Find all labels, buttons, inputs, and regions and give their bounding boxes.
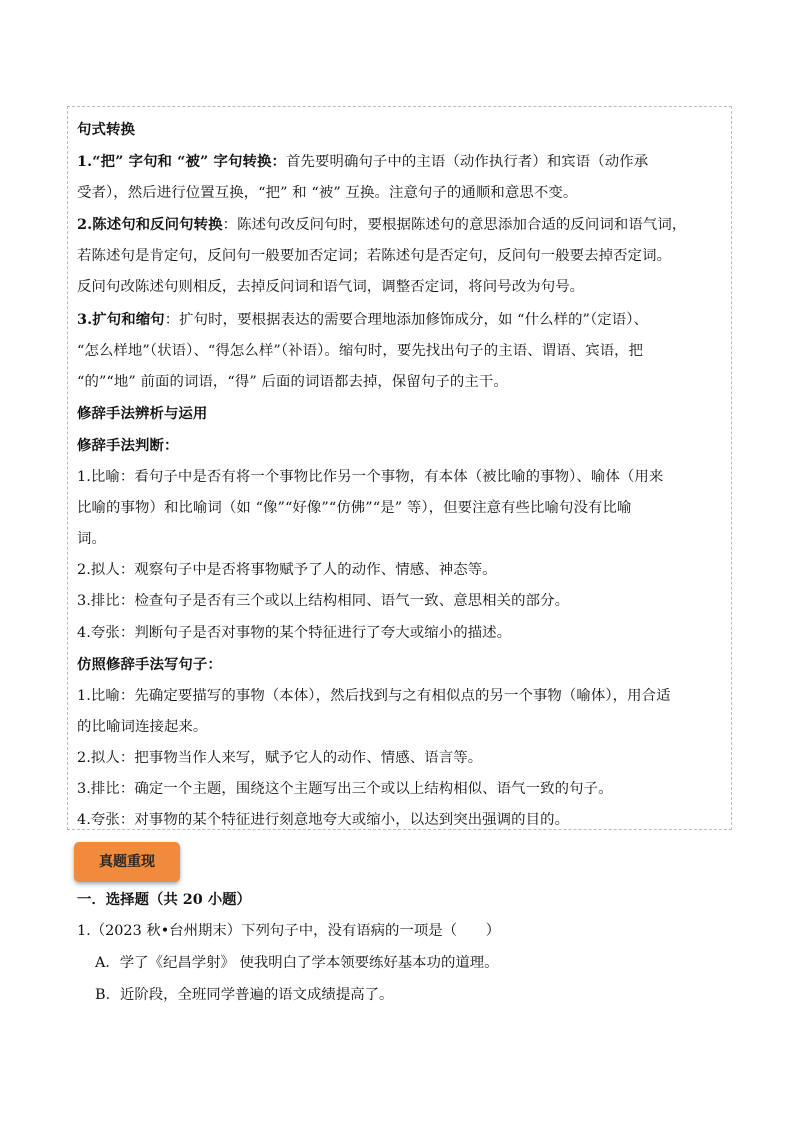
section-badge: 真题重现 xyxy=(74,842,180,882)
summary-line-text: 词。 xyxy=(77,531,106,548)
summary-line-bold: 修辞手法判断： xyxy=(77,436,179,454)
summary-line-text: 4.夸张：判断句子是否对事物的某个特征进行了夸大或缩小的描述。 xyxy=(77,624,512,641)
summary-line xyxy=(77,555,727,586)
summary-line-bold: 3.扩句和缩句 xyxy=(77,310,165,328)
summary-line xyxy=(77,367,727,398)
summary-line-text: 的比喻词连接起来。 xyxy=(77,718,208,735)
summary-line-bold: 句式转换 xyxy=(77,121,135,138)
summary-line-text: 2.拟人：把事物当作人来写，赋予它人的动作、情感、语言等。 xyxy=(77,749,483,766)
summary-line-text: ：扩句时，要根据表达的需要合理地添加修饰成分，如 “什么样的”（定语）、 xyxy=(164,311,649,328)
summary-line-text: 1.比喻：看句子中是否有将一个事物比作另一个事物，有本体（被比喻的事物）、喻体（用来 xyxy=(77,469,664,486)
summary-line-text: ：陈述句改反问句时，要根据陈述句的意思添加合适的反问词和语气词， xyxy=(222,217,687,234)
summary-line-text: 3.排比：检查句子是否有三个或以上结构相同、语气一致、意思相关的部分。 xyxy=(77,593,570,610)
summary-line xyxy=(77,304,727,336)
summary-line xyxy=(77,430,727,462)
summary-line xyxy=(77,712,727,743)
summary-line-text: 1.比喻：先确定要描写的事物（本体），然后找到与之有相似点的另一个事物（喻体），用合适 xyxy=(77,687,671,704)
summary-line-text: 若陈述句是肯定句，反问句一般要加否定词；若陈述句是否定句，反问句一般要去掉否定词。 xyxy=(77,248,672,265)
summary-line-text: 3.排比：确定一个主题，围绕这个主题写出三个或以上结构相似、语气一致的句子。 xyxy=(77,780,613,797)
question-stem: 1.（2023 秋•台州期末）下列句子中，没有语病的一项是（ ） xyxy=(77,923,501,939)
knowledge-summary xyxy=(77,114,727,836)
summary-line-bold: 2.陈述句和反问句转换 xyxy=(77,216,223,234)
summary-line-text: “的”“地” 前面的词语，“得” 后面的词语都去掉，保留句子的主干。 xyxy=(77,373,508,390)
summary-line xyxy=(77,743,727,774)
summary-line-bold: 修辞手法辨析与运用 xyxy=(77,404,208,422)
summary-line-text: 反问句改陈述句则相反，去掉反问词和语气词，调整否定词，将问号改为句号。 xyxy=(77,279,585,296)
summary-line xyxy=(77,618,727,649)
summary-line xyxy=(77,524,727,555)
summary-line xyxy=(77,493,727,524)
option-a: A．学了《纪昌学射》 使我明白了学本领要练好基本功的道理。 xyxy=(95,955,499,971)
summary-line xyxy=(77,398,727,430)
summary-line xyxy=(77,272,727,303)
summary-line-text: 受者），然后进行位置互换，“把” 和 “被” 互换。注意句子的通顺和意思不变。 xyxy=(77,185,578,202)
summary-line-text: 2.拟人：观察句子中是否将事物赋予了人的动作、情感、神态等。 xyxy=(77,562,497,579)
summary-line-text: 首先要明确句子中的主语（动作执行者）和宾语（动作承 xyxy=(285,154,649,171)
summary-line xyxy=(77,462,727,493)
summary-line xyxy=(77,336,727,367)
section-title: 一．选择题（共 20 小题） xyxy=(77,891,251,908)
summary-line xyxy=(77,146,727,178)
summary-line xyxy=(77,649,727,681)
summary-line xyxy=(77,805,727,836)
summary-line xyxy=(77,114,727,146)
summary-line xyxy=(77,774,727,805)
summary-line-bold: 1.“把” 字句和 “被” 字句转换： xyxy=(77,153,286,171)
summary-line-bold: 仿照修辞手法写句子： xyxy=(77,655,222,673)
option-b: B．近阶段，全班同学普遍的语文成绩提高了。 xyxy=(95,987,394,1003)
summary-line xyxy=(77,681,727,712)
summary-line-text: 4.夸张：对事物的某个特征进行刻意地夸大或缩小，以达到突出强调的目的。 xyxy=(77,812,570,829)
summary-line xyxy=(77,178,727,209)
summary-line xyxy=(77,241,727,272)
summary-line xyxy=(77,586,727,617)
summary-line xyxy=(77,209,727,241)
summary-line-text: 比喻的事物）和比喻词（如 “像”“好像”“仿佛”“是” 等），但要注意有些比喻句没有比喻 xyxy=(77,500,632,517)
summary-line-text: “怎么样地”（状语）、“得怎么样”（补语）。缩句时，要先找出句子的主语、谓语、宾语，把 xyxy=(77,342,644,359)
